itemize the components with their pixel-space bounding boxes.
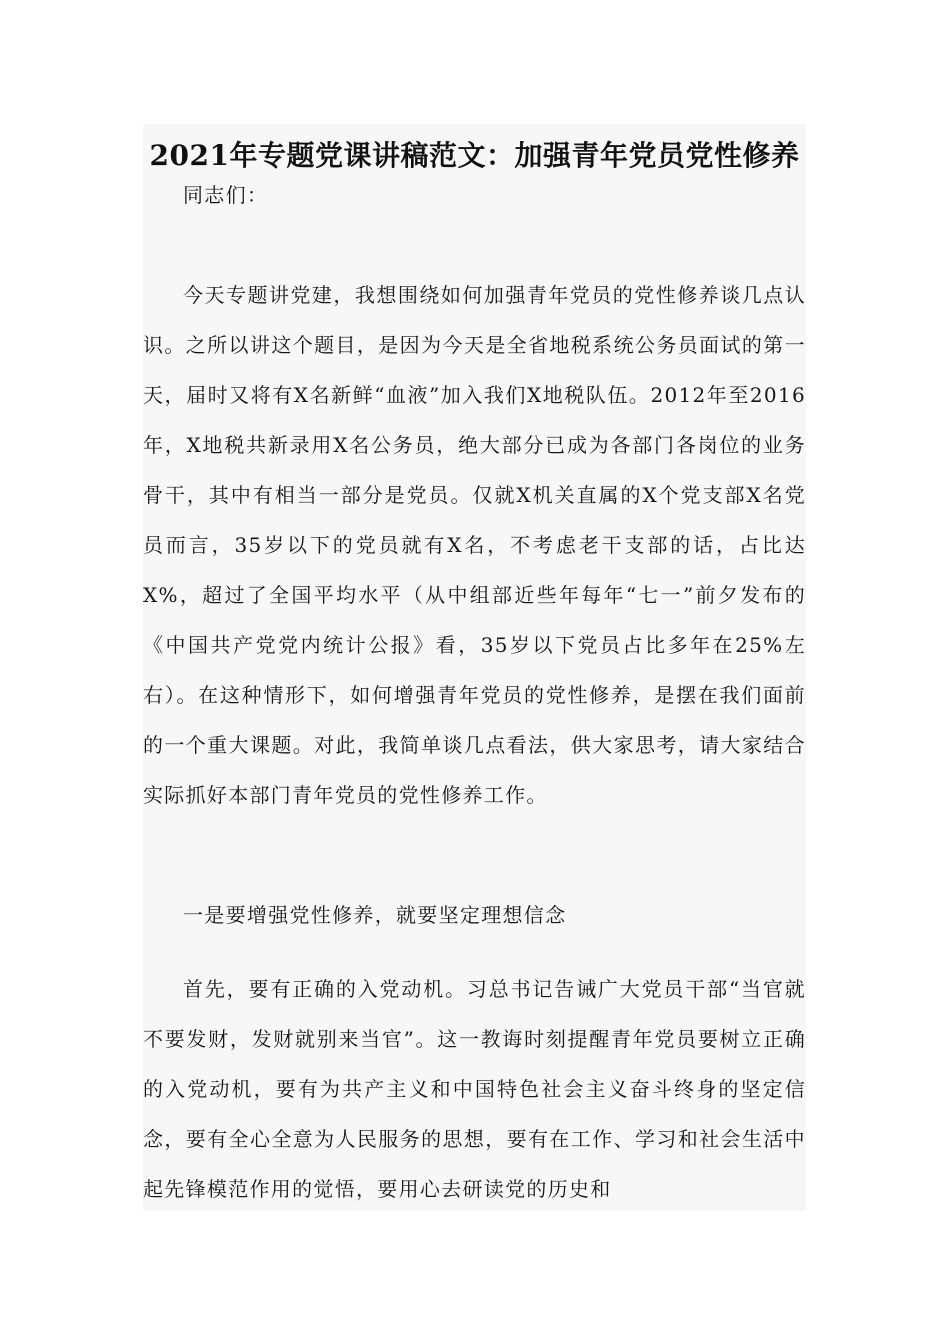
intro-paragraph: 今天专题讲党建，我想围绕如何加强青年党员的党性修养谈几点认识。之所以讲这个题目，是因为今天是全省地税系统公务员面试的第一天，届时又将有X名新鲜“血液”加入我们X地税队伍。2012年至2016年，X地税共新录用X名公务员，绝大部分已成为各部门各岗位的业务骨干，其中有相当一部分是党员。仅就X机关直属的X个党支部X名党员而言，35岁以下的党员就有X名，不考虑老干支部的话，占比达X%，超过了全国平均水平（从中组部近些年每年“七一”前夕发布的《中国共产党党内统计公报》看，35岁以下党员占比多年在25%左右）。在这种情形下，如何增强青年党员的党性修养，是摆在我们面前的一个重大课题。对此，我简单谈几点看法，供大家思考，请大家结合实际抓好本部门青年党员的党性修养工作。 <box>143 283 806 807</box>
document-title: 2021年专题党课讲稿范文：加强青年党员党性修养 <box>149 139 800 172</box>
section-1-paragraph-1: 首先，要有正确的入党动机。习总书记告诫广大党员干部“当官就不要发财，发财就别来当官”。这一教诲时刻提醒青年党员要树立正确的入党动机，要有为共产主义和中国特色社会主义奋斗终身的坚定信念，要有全心全意为人民服务的思想，要有在工作、学习和社会生活中起先锋模范作用的觉悟，要用心去研读党的历史和 <box>143 977 806 1201</box>
document-page <box>143 124 806 1211</box>
greeting-paragraph: 同志们： <box>183 183 269 207</box>
section-heading-1: 一是要增强党性修养，就要坚定理想信念 <box>183 903 567 927</box>
